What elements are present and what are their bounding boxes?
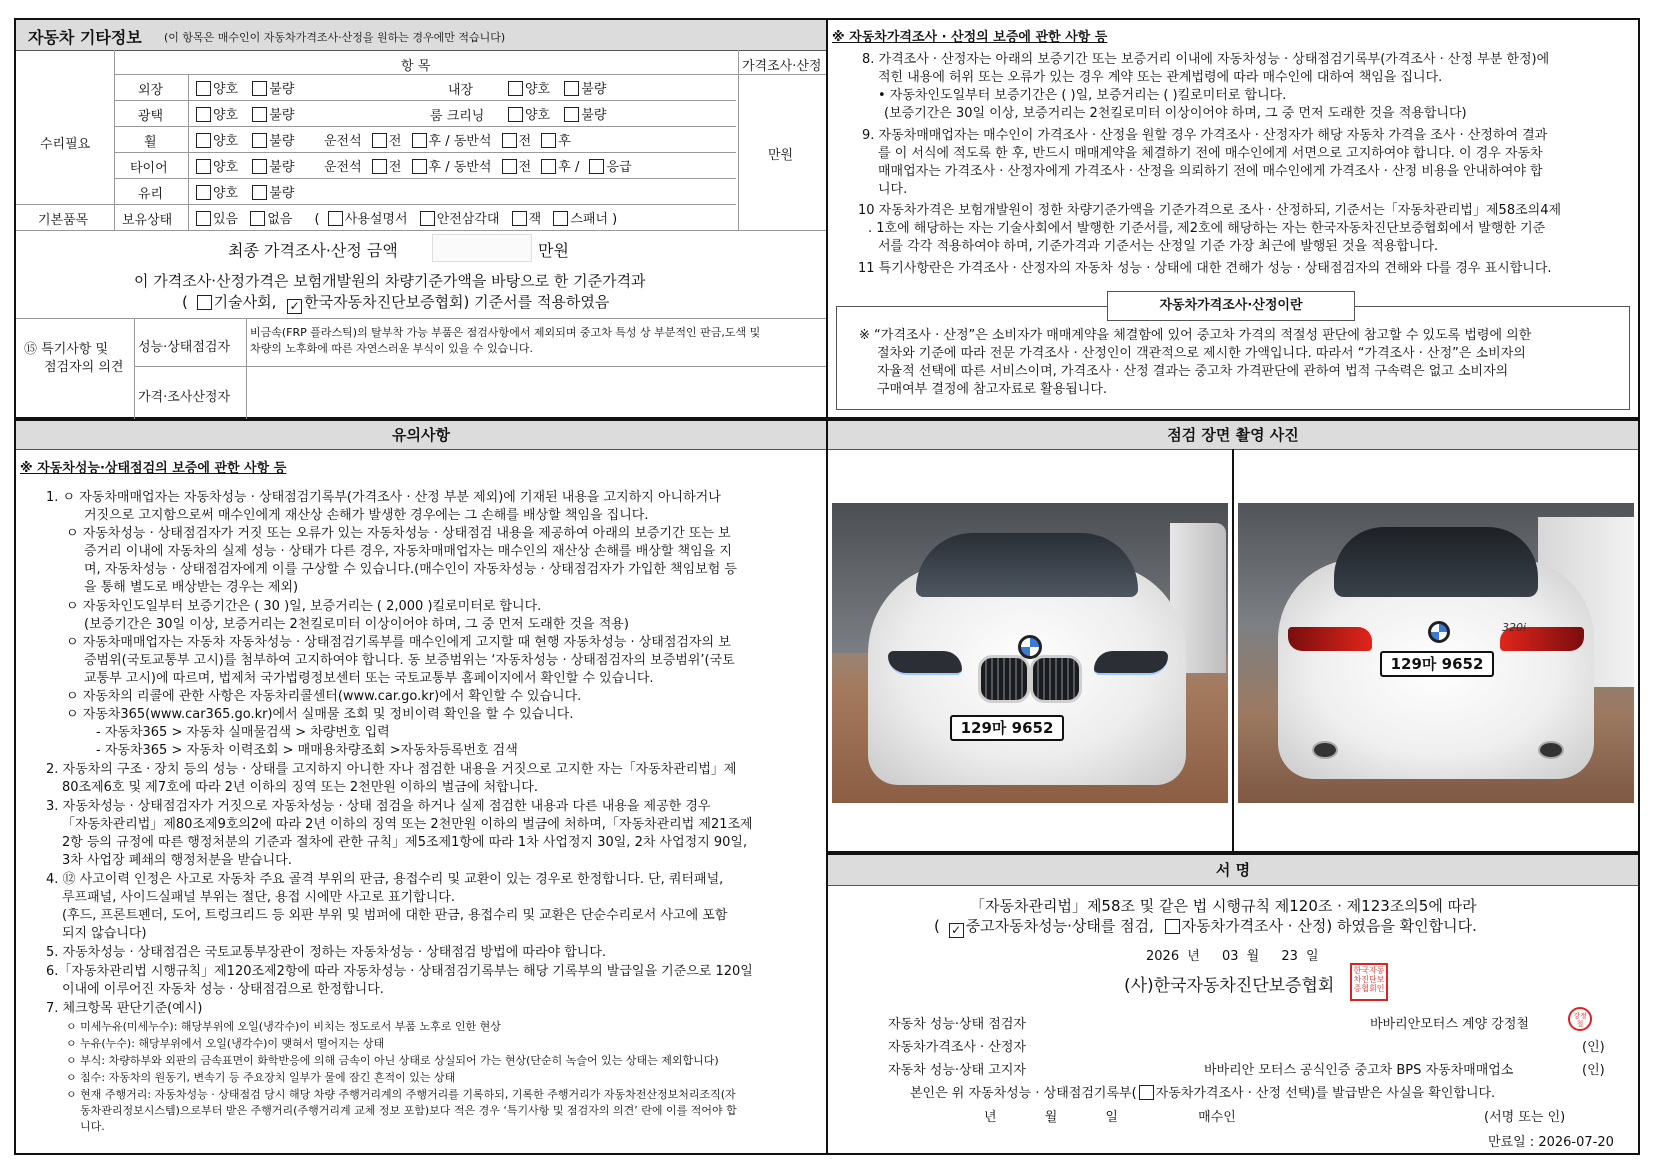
note-line-28: 7. 체크항목 판단기준(예시) xyxy=(46,1001,203,1016)
owned-status-label: 보유상태 xyxy=(122,213,173,228)
special-label-1: ⑮ 특기사항 및 xyxy=(24,342,109,357)
guarantee-line-2: • 자동차인도일부터 보증기간은 ( )일, 보증거리는 ( )킬로미터로 합니다. xyxy=(878,88,1287,103)
note-line-18: 「자동차관리법」제80조제9호의2에 따라 2년 이하의 징역 또는 2천만원 이하의 벌금에 처하며,「자동차관리법 제21조제 xyxy=(62,817,753,832)
rear-license-plate xyxy=(1380,651,1494,677)
gloss-bad-checkbox[interactable] xyxy=(252,107,267,122)
note-line-25: 5. 자동차성능 · 상태점검은 국토교통부장관이 정하는 자동차성능 · 상태점검 방법에 따라야 합니다. xyxy=(46,945,607,960)
note-line-14: - 자동차365 > 자동차 이력조회 > 매매용차량조회 >자동차등록번호 검색 xyxy=(96,743,518,758)
col-item-header: 항 목 xyxy=(401,59,431,74)
exterior-good-checkbox[interactable] xyxy=(196,81,211,96)
row-interior: 내장 xyxy=(448,83,474,98)
criteria-line-3: ㅇ 침수: 자동차의 원동기, 변속기 등 주요장치 일부가 물에 잠긴 흔적이 있는 상태 xyxy=(66,1071,456,1084)
front-car-photo xyxy=(832,503,1228,803)
note-line-17: 3. 자동차성능 · 상태점검자가 거짓으로 자동차성능 · 상태 점검을 하거나 실제 점검한 내용과 다른 내용을 제공한 경우 xyxy=(46,799,711,814)
headlight-right xyxy=(1094,651,1168,675)
note-line-6: ㅇ 자동차인도일부터 보증기간은 ( 30 )일, 보증거리는 ( 2,000 )킬로미터로 합니다. xyxy=(66,599,542,614)
note-line-16: 80조제6호 및 제7호에 따라 2년 이하의 징역 또는 2천만원 이하의 벌금에 처합니다. xyxy=(62,780,538,795)
price-definition-title-box xyxy=(1107,291,1355,321)
perf-inspector-label: 성능·상태점검자 xyxy=(138,340,231,355)
buyer-sign-mark: (서명 또는 인) xyxy=(1484,1110,1566,1125)
note-line-9: 증범위(국토교통부 고시)를 첨부하여 고지하여야 합니다. 동 보증범위는 ‘자동차성능 · 상태점검자의 보증범위’(국토 xyxy=(84,653,735,668)
note-line-7: (보증기간은 30일 이상, 보증거리는 2천킬로미터 이상이어야 하며, 그 중 먼저 도래한 것을 적용) xyxy=(84,617,629,632)
buyer-date-row: 년 월 일 매수인 xyxy=(984,1110,1236,1125)
notes-title: 유의사항 xyxy=(392,426,450,444)
basic-items-options: 있음 없음 ( 사용설명서 안전삼각대 잭 스패너 ) xyxy=(196,208,617,227)
notes-subtitle: ※ 자동차성능·상태점검의 보증에 관한 사항 등 xyxy=(20,461,287,476)
notifier-seal-mark: (인) xyxy=(1582,1063,1605,1078)
notifier-value: 바바리안 모터스 공식인증 중고차 BPS 자동차매매업소 xyxy=(1204,1063,1514,1078)
criteria-line-4: ㅇ 현재 주행거리: 자동차성능 · 상태점검 당시 해당 차량 주행거리계의 주행거리를 기록하되, 기록한 주행거리가 자동차전산정보처리조직(자 xyxy=(66,1088,736,1101)
final-amount-label: 최종 가격조사·산정 금액 xyxy=(228,241,398,260)
tire-seat-options: 운전석 전 후 / 동반석 전 후 / 응급 xyxy=(324,160,632,175)
glass-options: 양호 불량 xyxy=(196,182,294,201)
note-line-10: 교통부 고시)에 따르며, 법제처 국가법령정보센터 또는 국토교통부 홈페이지에서 확인할 수 있습니다. xyxy=(84,671,654,686)
signature-law-line: 「자동차관리법」제58조 및 같은 법 시행규칙 제120조 · 제123조의5에 따라 xyxy=(970,897,1477,915)
used-car-check-checkbox[interactable]: ✓ xyxy=(949,923,964,938)
price-inspector-label: 가격·조사산정자 xyxy=(138,390,231,405)
criteria-line-5: 동차관리정보시스템)으로부터 받은 주행거리(주행거리계 교체 정보 포함)보다 적은 경우 ‘특기사항 및 점검자의 의견’ 란에 이를 적어야 합 xyxy=(80,1104,737,1117)
inspector-value: 바바리안모터스 계양 강정철 xyxy=(1370,1017,1529,1032)
taillight-left xyxy=(1288,627,1372,651)
note-line-27: 이내에 이루어진 자동차 성능 · 상태점검으로 한정합니다. xyxy=(62,982,384,997)
guarantee-line-4: 9. 자동차매매업자는 매수인이 가격조사 · 산정을 원할 경우 가격조사 · 산정자가 해당 자동차 가격을 조사 · 산정하여 결과 xyxy=(862,128,1548,143)
wheel-passenger-front-checkbox[interactable] xyxy=(502,133,517,148)
exterior-bad-checkbox[interactable] xyxy=(252,81,267,96)
rear-window xyxy=(1334,527,1538,597)
row-wheel: 휠 xyxy=(144,135,157,150)
manual-checkbox[interactable] xyxy=(328,211,343,226)
tire-bad-checkbox[interactable] xyxy=(252,159,267,174)
date-year: 2026 xyxy=(1146,949,1180,964)
buyer-price-survey-checkbox[interactable] xyxy=(1139,1085,1154,1100)
front-plate-text: 129마 9652 xyxy=(960,719,1054,737)
other-info-panel xyxy=(14,18,828,419)
guarantee-line-8: 10 자동차가격은 보험개발원이 정한 차량기준가액을 기준가격으로 조사 · 산정하되, 기준서는「자동차관리법」제58조의4제 xyxy=(858,203,1562,218)
inspector-seal: 강정철 xyxy=(1568,1007,1592,1031)
headlight-left xyxy=(888,651,962,675)
interior-bad-checkbox[interactable] xyxy=(564,81,579,96)
final-amount-input[interactable] xyxy=(432,234,532,262)
guarantee-line-1: 적힌 내용에 허위 또는 오류가 있는 경우 계약 또는 관계법령에 따라 매수인에 대하여 책임을 집니다. xyxy=(878,70,1443,85)
room-clean-bad-checkbox[interactable] xyxy=(564,107,579,122)
exhaust-left xyxy=(1312,741,1338,759)
price-surveyor-label: 자동차가격조사 · 산정자 xyxy=(888,1040,1026,1055)
guarantee-line-0: 8. 가격조사 · 산정자는 아래의 보증기간 또는 보증거리 이내에 자동차성능 · 상태점검기록부(가격조사 · 산정 부분 한정)에 xyxy=(862,52,1550,67)
guarantee-line-10: 서를 각각 적용하여야 하며, 기준가격과 기준서는 산정일 기준 가장 최근에 발행된 것을 적용합니다. xyxy=(878,239,1439,254)
definition-line-3: 구매여부 결정에 참고자료로 활용됩니다. xyxy=(877,382,1108,397)
notes-header xyxy=(16,421,826,450)
tire-driver-rear-checkbox[interactable] xyxy=(412,159,427,174)
tire-passenger-rear-checkbox[interactable] xyxy=(541,159,556,174)
guarantee-line-5: 를 이 서식에 적도록 한 후, 반드시 매매계약을 체결하기 전에 매수인에게 서면으로 고지하여야 합니다. 이 경우 자동차 xyxy=(878,146,1543,161)
row-gloss: 광택 xyxy=(138,109,164,124)
perf-comment-1: 비금속(FRP 플라스틱)의 탈부착 가능 부품은 점검사항에서 제외되며 중고차 특성 상 부분적인 판금,도색 및 xyxy=(250,326,761,339)
signature-confirm-line: ( ✓ 중고자동차성능·상태를 점검, 자동차가격조사 · 산정) 하였음을 확인합니다. xyxy=(934,917,1477,937)
note-line-0: 1. ㅇ 자동차매매업자는 자동차성능 · 상태점검기록부(가격조사 · 산정 부분 제외)에 기재된 내용을 고지하지 아니하거나 xyxy=(46,490,721,505)
note-line-8: ㅇ 자동차매매업자는 자동차 자동차성능 · 상태점검기록부를 매수인에게 고지할 때 현행 자동차성능 · 상태점검자의 보 xyxy=(66,635,731,650)
price-surveyor-seal-mark: (인) xyxy=(1582,1040,1605,1055)
buyer-confirm-line: 본인은 위 자동차성능 · 상태점검기록부( 자동차가격조사 · 산정 선택)를 발급받은 사실을 확인합니다. xyxy=(910,1086,1496,1101)
guarantee-line-11: 11 특기사항란은 가격조사 · 산정자의 자동차 성능 · 상태에 대한 견해가 성능 · 상태점검자의 견해와 다를 경우 표시합니다. xyxy=(858,261,1552,276)
date-day: 23 xyxy=(1281,949,1298,964)
note-line-4: 며, 자동차성능 · 상태점검자에게 이를 구상할 수 있습니다.(매수인이 자동차성능 · 상태점검자가 가입한 책임보험 등 xyxy=(84,562,737,577)
note-line-2: ㅇ 자동차성능 · 상태점검자가 거짓 또는 오류가 있는 자동차성능 · 상태점검 내용을 제공하여 아래의 보증기간 또는 보 xyxy=(66,526,731,541)
date-month: 03 xyxy=(1221,949,1239,964)
guarantee-line-3: (보증기간은 30일 이상, 보증거리는 2천킬로미터 이상이어야 하며, 그 중 먼저 도래한 것을 적용합니다) xyxy=(884,106,1467,121)
note-line-23: (후드, 프론트펜더, 도어, 트렁크리드 등 외판 부위 및 범퍼에 대한 판금, 용접수리 및 교환은 단순수리로서 사고에 포함 xyxy=(62,908,728,923)
note-line-19: 2항 등의 규정에 따른 행정처분의 기준과 절차에 관한 규칙」제5조제1항에 따라 1차 사업정지 30일, 2차 사업정지 90일, xyxy=(62,835,748,850)
exhaust-right xyxy=(1538,741,1564,759)
note-line-1: 거짓으로 고지함으로써 매수인에게 재산상 손해가 발생한 경우에는 그 손해를 배상할 책임을 집니다. xyxy=(84,508,649,523)
price-definition-title: 자동차가격조사·산정이란 xyxy=(1159,298,1303,313)
tire-driver-front-checkbox[interactable] xyxy=(372,159,387,174)
note-line-11: ㅇ 자동차의 리콜에 관한 사항은 자동차리콜센터(www.car.go.kr)에서 확인할 수 있습니다. xyxy=(66,689,582,704)
bmw-rear-logo-icon xyxy=(1428,621,1450,643)
criteria-line-1: ㅇ 누유(누수): 해당부위에서 오일(냉각수)이 맺혀서 떨어지는 상태 xyxy=(66,1037,385,1050)
guarantee-line-9: . 1호에 해당하는 자는 기술사회에서 발행한 기준서를, 제2호에 해당하는 자는 한국자동차진단보증협회에서 발행한 기준 xyxy=(868,221,1546,236)
definition-line-0: ※ “가격조사 · 산정”은 소비자가 매매계약을 체결함에 있어 중고차 가격의 적절성 판단에 참고할 수 있도록 법령에 의한 xyxy=(859,328,1532,343)
windshield xyxy=(916,533,1138,597)
wheel-options: 양호 불량 xyxy=(196,130,294,149)
note-line-21: 4. ⑫ 사고이력 인정은 사고로 자동차 주요 골격 부위의 판금, 용접수리 및 교환이 있는 경우로 한정합니다. 단, 쿼터패널, xyxy=(46,872,724,887)
basis-tech-checkbox[interactable] xyxy=(197,295,212,310)
note-line-26: 6.「자동차관리법 시행규칙」제120조제2항에 따라 자동차성능 · 상태점검기록부는 해당 기록부의 발급일을 기준으로 120일 xyxy=(46,964,753,979)
no-items-checkbox[interactable] xyxy=(250,211,265,226)
spanner-checkbox[interactable] xyxy=(553,211,568,226)
interior-options: 양호 불량 xyxy=(508,78,606,97)
rear-model-badge: 320i xyxy=(1502,621,1527,634)
room-clean-options: 양호 불량 xyxy=(508,104,606,123)
price-guarantee-title: ※ 자동차가격조사 · 산정의 보증에 관한 사항 등 xyxy=(832,30,1108,45)
photos-panel xyxy=(826,419,1640,853)
criteria-line-0: ㅇ 미세누유(미세누수): 해당부위에 오일(냉각수)이 비치는 정도로서 부품 노후로 인한 현상 xyxy=(66,1020,501,1033)
row-room-clean: 룸 크리닝 xyxy=(430,109,485,124)
glass-bad-checkbox[interactable] xyxy=(252,185,267,200)
price-definition-box xyxy=(836,298,1630,410)
basis-line-1: 이 가격조사·산정가격은 보험개발원의 차량기준가액을 바탕으로 한 기준가격과 xyxy=(134,272,646,290)
signature-header xyxy=(828,855,1638,886)
note-line-12: ㅇ 자동차365(www.car365.go.kr)에서 실매물 조회 및 정비이력 확인을 할 수 있습니다. xyxy=(66,707,574,722)
photos-header xyxy=(828,421,1638,450)
interior-good-checkbox[interactable] xyxy=(508,81,523,96)
wheel-bad-checkbox[interactable] xyxy=(252,133,267,148)
criteria-line-6: 니다. xyxy=(80,1120,105,1133)
row-tire: 타이어 xyxy=(130,161,168,176)
price-survey-checkbox[interactable] xyxy=(1165,919,1180,934)
wheel-passenger-rear-checkbox[interactable] xyxy=(541,133,556,148)
note-line-22: 루프패널, 사이드실패널 부위는 절단, 용접 시에만 사고로 표기합니다. xyxy=(62,890,455,905)
has-items-checkbox[interactable] xyxy=(196,211,211,226)
exterior-options: 양호 불량 xyxy=(196,78,294,97)
gloss-good-checkbox[interactable] xyxy=(196,107,211,122)
signature-panel xyxy=(826,853,1640,1155)
association-seal: 한국자동차진단보증협회인 xyxy=(1350,963,1388,1001)
other-info-note: (이 항목은 매수인이 자동차가격조사·산정을 원하는 경우에만 적습니다) xyxy=(164,31,506,44)
guarantee-line-6: 매매업자는 가격조사 · 산정자에게 가격조사 · 산정을 의뢰하기 전에 매수인에게 가격조사 · 산정 비용을 안내하여야 합 xyxy=(878,164,1543,179)
col-price-header: 가격조사·산정 xyxy=(742,59,822,74)
other-info-title: 자동차 기타정보 xyxy=(28,28,142,47)
special-label-2: 점검자의 의견 xyxy=(44,360,124,375)
tire-good-checkbox[interactable] xyxy=(196,159,211,174)
rear-plate-text: 129마 9652 xyxy=(1390,655,1484,673)
note-line-20: 3차 사업장 폐쇄의 행정처분을 받습니다. xyxy=(62,853,292,868)
note-line-5: 을 통해 별도로 배상받는 경우는 제외) xyxy=(84,580,299,595)
room-clean-good-checkbox[interactable] xyxy=(508,107,523,122)
gloss-options: 양호 불량 xyxy=(196,104,294,123)
signature-date: 2026 년 03 월 23 일 xyxy=(1146,949,1319,964)
glass-good-checkbox[interactable] xyxy=(196,185,211,200)
perf-comment-2: 차량의 노후화에 따른 자연스러운 부식이 있을 수 있습니다. xyxy=(250,342,533,355)
final-amount-unit: 만원 xyxy=(538,241,569,260)
definition-line-1: 절차와 기준에 따라 전문 가격조사 · 산정인이 객관적으로 제시한 가액입니다. 따라서 “가격조사 · 산정”은 소비자의 xyxy=(877,346,1526,361)
tire-emergency-checkbox[interactable] xyxy=(589,159,604,174)
basis-kaica-checkbox[interactable]: ✓ xyxy=(287,299,302,314)
notifier-label: 자동차 성능·상태 고지자 xyxy=(888,1063,1026,1078)
inspector-label: 자동차 성능·상태 점검자 xyxy=(888,1017,1026,1032)
association-name: (사)한국자동차진단보증협회 xyxy=(1124,976,1335,996)
kidney-grille-right xyxy=(1030,655,1082,703)
price-guarantee-panel xyxy=(826,18,1640,419)
row-exterior: 외장 xyxy=(138,83,164,98)
tire-passenger-front-checkbox[interactable] xyxy=(502,159,517,174)
tire-options: 양호 불량 xyxy=(196,156,294,175)
wheel-driver-front-checkbox[interactable] xyxy=(372,133,387,148)
wheel-driver-rear-checkbox[interactable] xyxy=(412,133,427,148)
jack-checkbox[interactable] xyxy=(512,211,527,226)
signature-title: 서 명 xyxy=(1215,861,1251,879)
row-glass: 유리 xyxy=(138,187,164,202)
note-line-13: - 자동차365 > 자동차 실매물검색 > 차량번호 입력 xyxy=(96,725,390,740)
criteria-line-2: ㅇ 부식: 차량하부와 외판의 금속표면이 화학반응에 의해 금속이 아닌 상태로 상실되어 가는 현상(단순히 녹슬어 있는 상태는 제외합니다) xyxy=(66,1054,719,1067)
kidney-grille-left xyxy=(978,655,1030,703)
notes-panel xyxy=(14,419,828,1155)
other-info-header xyxy=(16,20,826,51)
bmw-logo-icon xyxy=(1018,635,1042,659)
wheel-good-checkbox[interactable] xyxy=(196,133,211,148)
expiry-date: 만료일 : 2026-07-20 xyxy=(1488,1135,1614,1150)
photos-title: 점검 장면 촬영 사진 xyxy=(1167,426,1299,444)
repair-label: 수리필요 xyxy=(40,137,91,152)
wheel-seat-options: 운전석 전 후 / 동반석 전 후 xyxy=(324,134,571,149)
note-line-24: 되지 않습니다) xyxy=(62,926,147,941)
note-line-3: 증거리 이내에 자동차의 실제 성능 · 상태가 다른 경우, 자동차매매업자는 매수인의 재산상 손해를 배상할 책임을 지 xyxy=(84,544,732,559)
definition-line-2: 자율적 선택에 따른 서비스이며, 가격조사 · 산정 결과는 중고차 가격판단에 관하여 법적 구속력은 없고 소비자의 xyxy=(877,364,1509,379)
basic-items-label: 기본품목 xyxy=(38,213,89,228)
basis-line-2: ( 기술사회, ✓ 한국자동차진단보증협회) 기준서를 적용하였음 xyxy=(182,293,610,313)
guarantee-line-7: 니다. xyxy=(878,182,908,197)
rear-car-photo xyxy=(1238,503,1634,803)
triangle-checkbox[interactable] xyxy=(420,211,435,226)
note-line-15: 2. 자동차의 구조 · 장치 등의 성능 · 상태를 고지하지 아니한 자나 점검한 내용을 거짓으로 고지한 자는「자동차관리법」제 xyxy=(46,762,737,777)
front-license-plate xyxy=(950,715,1064,741)
price-unit-label: 만원 xyxy=(768,148,794,163)
